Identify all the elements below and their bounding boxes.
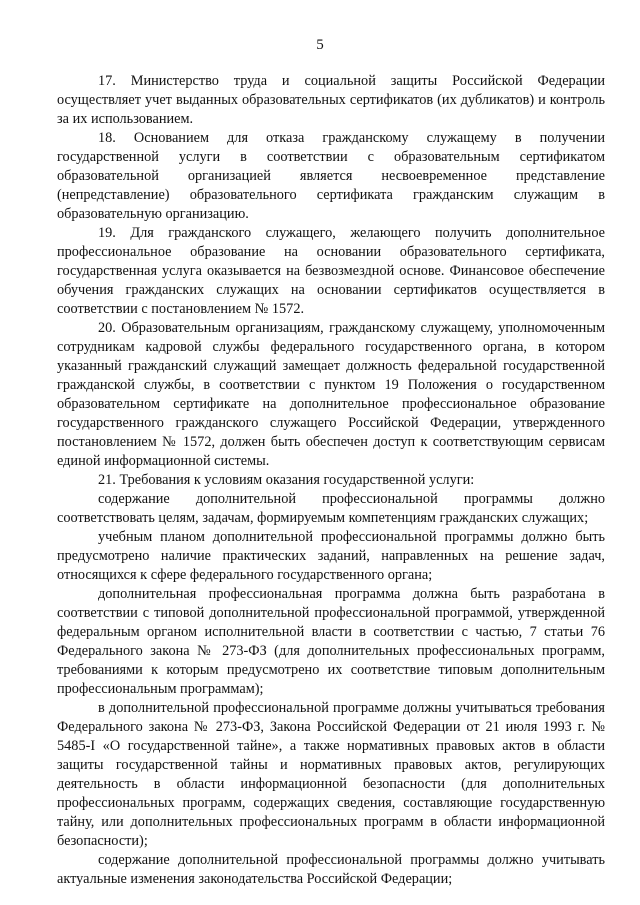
paragraph-21-heading: 21. Требования к условиям оказания государственной услуги: bbox=[98, 472, 475, 488]
requirement-typical-program: дополнительная профессиональная программа должна быть разработана в соответствии с типовой дополнительной профессиональной программой, утвержденной федеральным органом исполнительной власти в соответствии с частью, 7 статьи 76 Федерального закона № 273-ФЗ (для дополнительных профессиональных программ, требованиями к которым предусмотрено их соответствие типовым дополнительным профессиональным программам); bbox=[57, 586, 605, 697]
document-body bbox=[57, 72, 605, 889]
paragraph-19: 19. Для гражданского служащего, желающего получить дополнительное профессиональное образование на основании образовательного сертификата, государственная услуга оказывается на безвозмездной основе. Финансовое обеспечение обучения гражданских служащих на основании сертификатов осуществляется в соответствии с постановлением № 1572. bbox=[57, 225, 605, 317]
paragraph-18: 18. Основанием для отказа гражданскому служащему в получении государственной услуги в соответствии с образовательным сертификатом образовательной организацией является несвоевременное представление (непредставление) образовательного сертификата гражданским служащим в образовательную организацию. bbox=[57, 130, 605, 222]
requirement-curriculum: учебным планом дополнительной профессиональной программы должно быть предусмотрено наличие практических заданий, направленных на решение задач, относящихся к сфере федерального государственного органа; bbox=[57, 529, 605, 583]
paragraph-17: 17. Министерство труда и социальной защиты Российской Федерации осуществляет учет выданных образовательных сертификатов (их дубликатов) и контроль за их использованием. bbox=[57, 73, 605, 127]
requirement-state-secret: в дополнительной профессиональной программе должны учитываться требования Федерального закона № 273-ФЗ, Закона Российской Федерации от 21 июля 1993 г. № 5485-I «О государственной тайне», а также нормативных правовых актов в области защиты государственной тайны и нормативных правовых актов, регулирующих деятельность в области информационной безопасности (для дополнительных профессиональных программ, содержащих сведения, составляющие государственную тайну, или дополнительных профессиональных программ в области информационной безопасности); bbox=[57, 700, 605, 849]
requirement-program-content: содержание дополнительной профессиональной программы должно соответствовать целям, задачам, формируемым компетенциям гражданских служащих; bbox=[57, 491, 605, 526]
page-number: 5 bbox=[316, 37, 324, 53]
paragraph-20: 20. Образовательным организациям, гражданскому служащему, уполномоченным сотрудникам кадровой службы федерального государственного органа, в котором указанный гражданский служащий замещает должность федеральной государственной гражданской службы, в соответствии с пунктом 19 Положения о государственном образовательном сертификате на дополнительное профессиональное образование государственного гражданского служащего Российской Федерации, утвержденного постановлением № 1572, должен быть обеспечен доступ к соответствующим сервисам единой информационной системы. bbox=[57, 320, 605, 469]
requirement-legislation-changes: содержание дополнительной профессиональной программы должно учитывать актуальные изменения законодательства Российской Федерации; bbox=[57, 852, 605, 887]
